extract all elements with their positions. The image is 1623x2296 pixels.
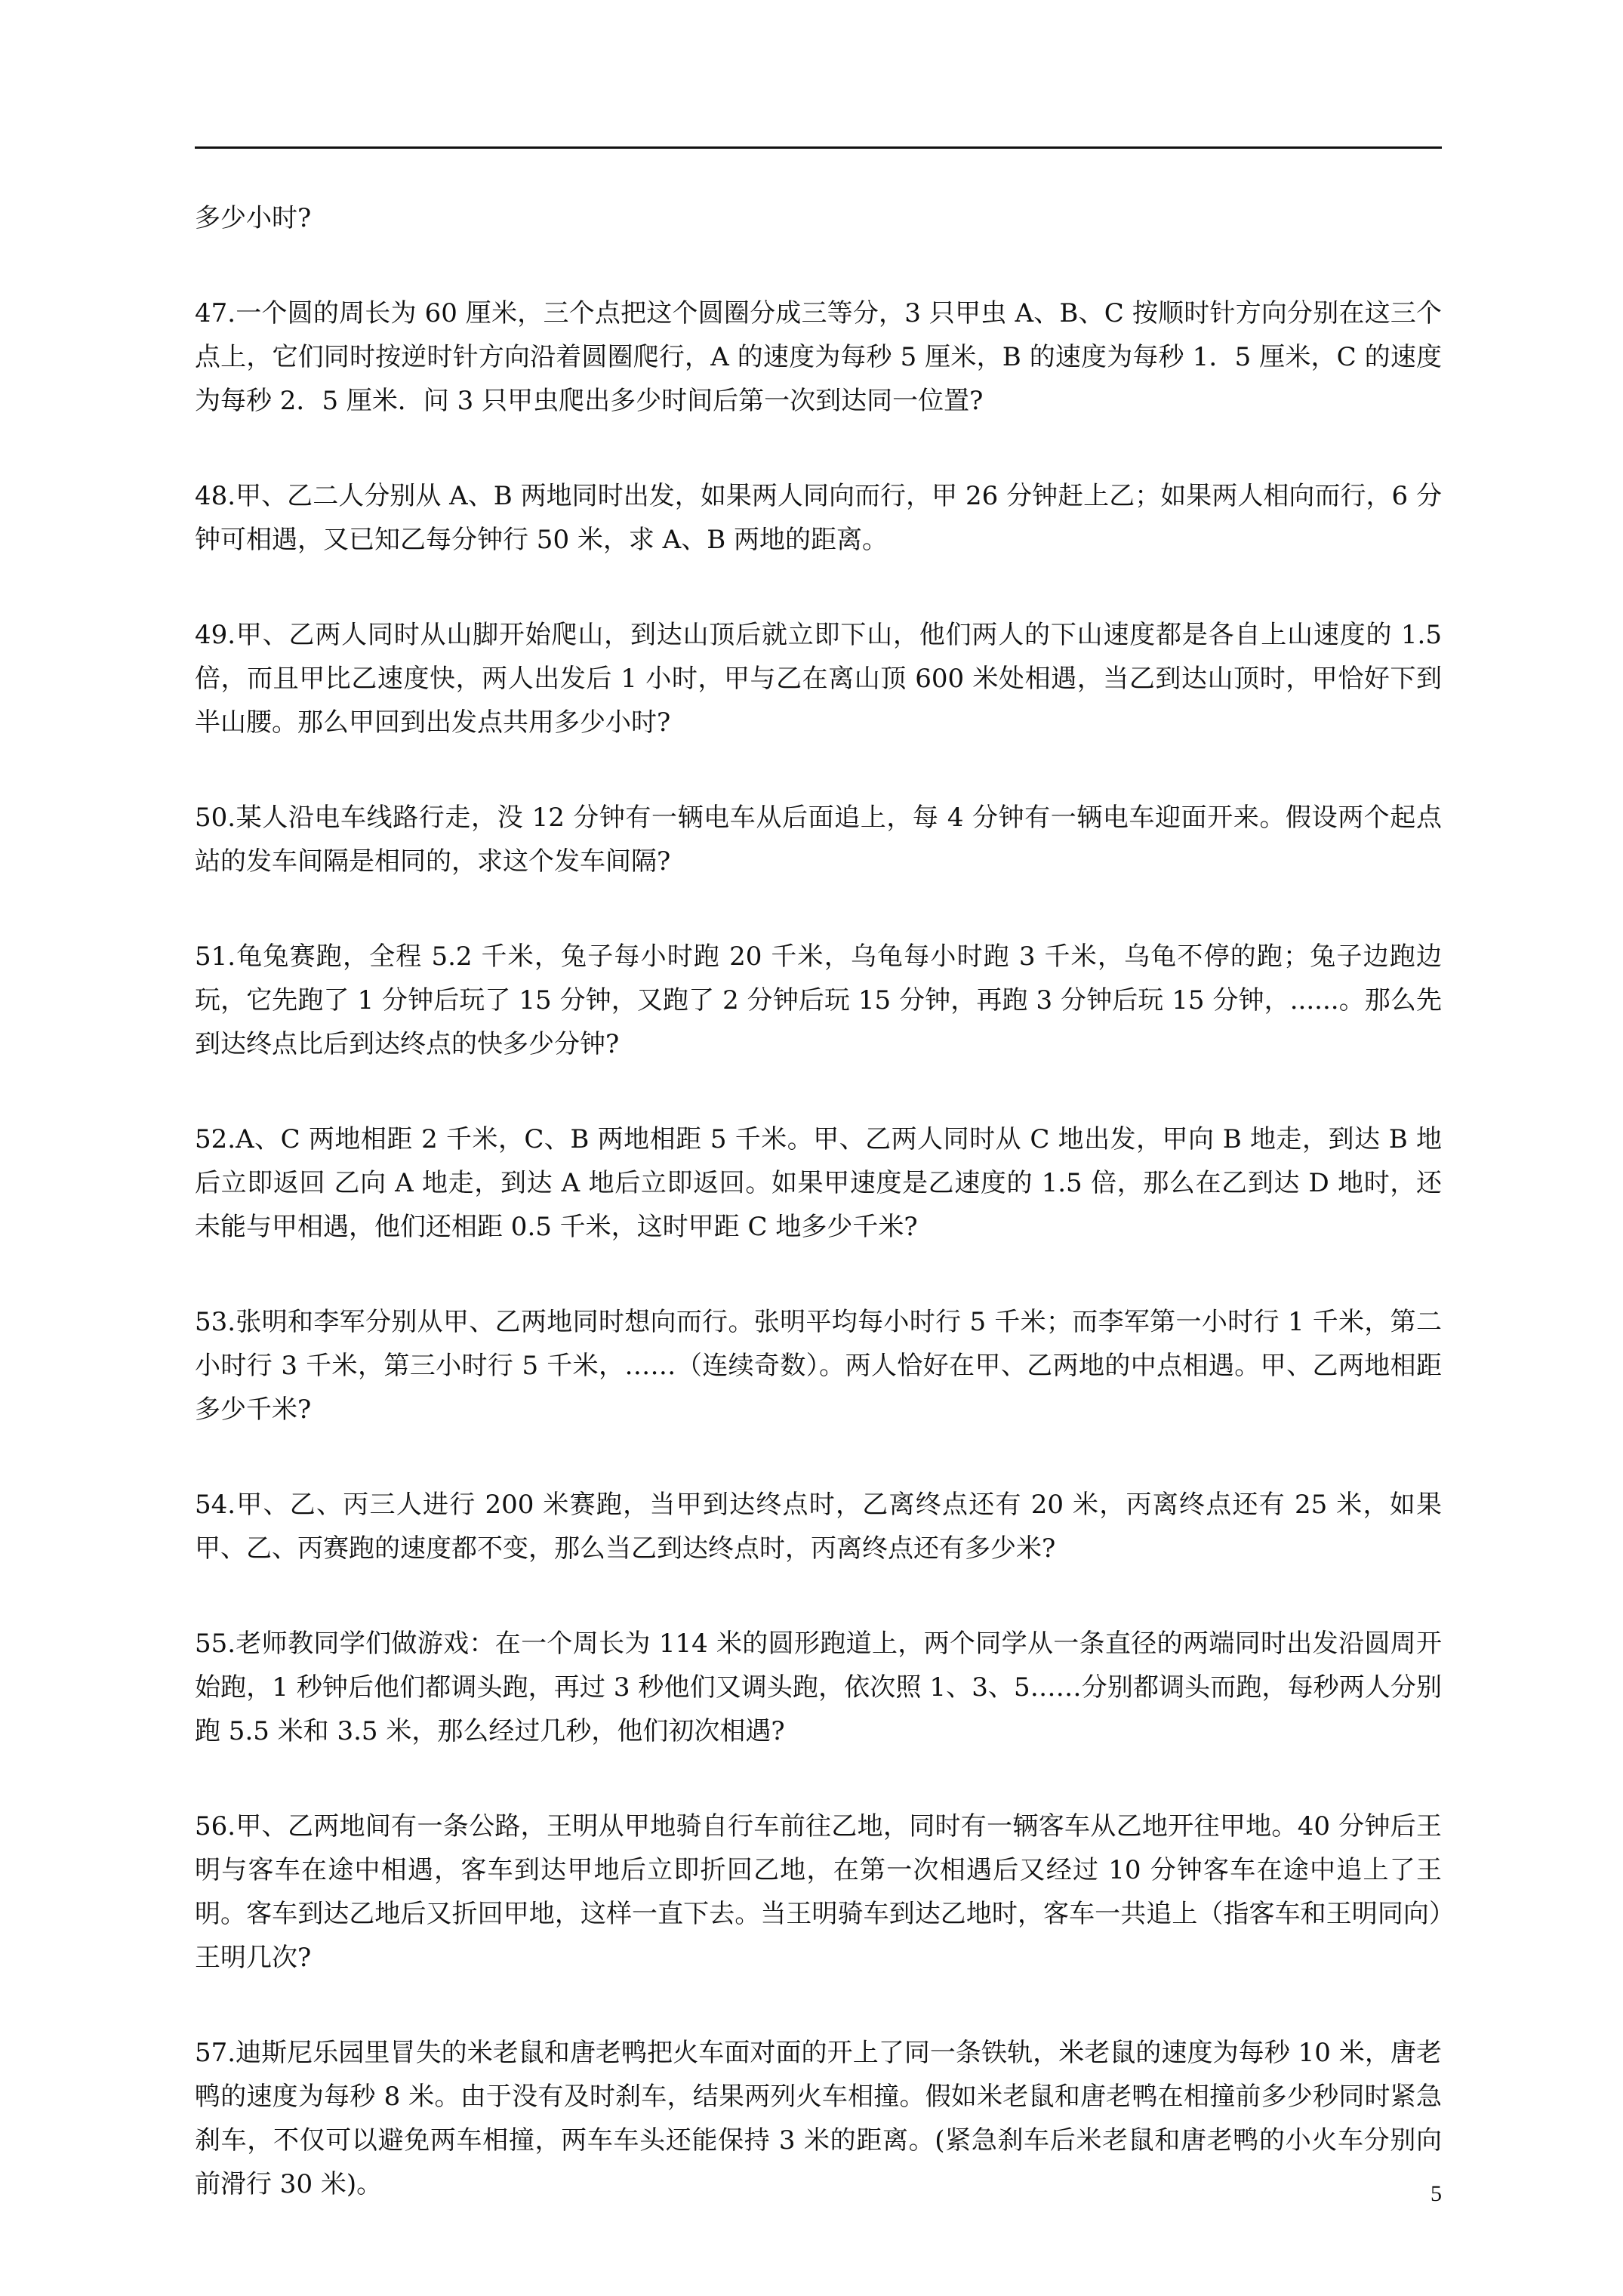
question-51: 51.龟兔赛跑，全程 5.2 千米，兔子每小时跑 20 千米，乌龟每小时跑 3 千米，乌龟不停的跑；兔子边跑边玩，它先跑了 1 分钟后玩了 15 分钟，又跑了 2 分钟后玩 15 分钟，再跑 3 分钟后玩 15 分钟，......。那么先到达终点比后到达终点的快多少分钟? — [195, 942, 1442, 1059]
question-48: 48.甲、乙二人分别从 A、B 两地同时出发，如果两人同向而行，甲 26 分钟赶上乙；如果两人相向而行，6 分钟可相遇，又已知乙每分钟行 50 米，求 A、B 两地的距离。 — [195, 481, 1442, 555]
continued-question-fragment: 多少小时? — [195, 203, 312, 233]
question-55: 55.老师教同学们做游戏：在一个周长为 114 米的圆形跑道上，两个同学从一条直径的两端同时出发沿圆周开始跑，1 秒钟后他们都调头跑，再过 3 秒他们又调头跑，依次照 1、3、5……分别都调头而跑，每秒两人分别跑 5.5 米和 3.5 米，那么经过几秒，他们初次相遇? — [195, 1629, 1442, 1746]
question-53: 53.张明和李军分别从甲、乙两地同时想向而行。张明平均每小时行 5 千米；而李军第一小时行 1 千米，第二小时行 3 千米，第三小时行 5 千米，……（连续奇数）。两人恰好在甲、乙两地的中点相遇。甲、乙两地相距多少千米? — [195, 1307, 1442, 1425]
question-56: 56.甲、乙两地间有一条公路，王明从甲地骑自行车前往乙地，同时有一辆客车从乙地开往甲地。40 分钟后王明与客车在途中相遇，客车到达甲地后立即折回乙地，在第一次相遇后又经过 10 分钟客车在途中追上了王明。客车到达乙地后又折回甲地，这样一直下去。当王明骑车到达乙地时，客车一共追上（指客车和王明同向）王明几次? — [195, 1811, 1442, 1973]
question-52: 52.A、C 两地相距 2 千米，C、B 两地相距 5 千米。甲、乙两人同时从 C 地出发，甲向 B 地走，到达 B 地后立即返回 乙向 A 地走，到达 A 地后立即返回。如果甲速度是乙速度的 1.5 倍，那么在乙到达 D 地时，还未能与甲相遇，他们还相距 0.5 千米，这时甲距 C 地多少千米? — [195, 1124, 1442, 1242]
question-49: 49.甲、乙两人同时从山脚开始爬山，到达山顶后就立即下山，他们两人的下山速度都是各自上山速度的 1.5 倍，而且甲比乙速度快，两人出发后 1 小时，甲与乙在离山顶 600 米处相遇，当乙到达山顶时，甲恰好下到半山腰。那么甲回到出发点共用多少小时? — [195, 620, 1442, 738]
question-50: 50.某人沿电车线路行走，没 12 分钟有一辆电车从后面追上，每 4 分钟有一辆电车迎面开来。假设两个起点站的发车间隔是相同的，求这个发车间隔? — [195, 803, 1442, 877]
header-rule — [195, 146, 1442, 149]
document-body — [195, 196, 1442, 2257]
question-57: 57.迪斯尼乐园里冒失的米老鼠和唐老鸭把火车面对面的开上了同一条铁轨，米老鼠的速度为每秒 10 米，唐老鸭的速度为每秒 8 米。由于没有及时刹车，结果两列火车相撞。假如米老鼠和唐老鸭在相撞前多少秒同时紧急刹车，不仅可以避免两车相撞，两车车头还能保持 3 米的距离。(紧急刹车后米老鼠和唐老鸭的小火车分别向前滑行 30 米)。 — [195, 2038, 1442, 2199]
page-number: 5 — [1431, 2181, 1442, 2206]
question-47: 47.一个圆的周长为 60 厘米，三个点把这个圆圈分成三等分，3 只甲虫 A、B、C 按顺时针方向分别在这三个点上，它们同时按逆时针方向沿着圆圈爬行，A 的速度为每秒 5 厘米，B 的速度为每秒 1．5 厘米，C 的速度为每秒 2．5 厘米．问 3 只甲虫爬出多少时间后第一次到达同一位置? — [195, 298, 1442, 416]
question-54: 54.甲、乙、丙三人进行 200 米赛跑，当甲到达终点时，乙离终点还有 20 米，丙离终点还有 25 米，如果甲、乙、丙赛跑的速度都不变，那么当乙到达终点时，丙离终点还有多少米? — [195, 1490, 1442, 1564]
